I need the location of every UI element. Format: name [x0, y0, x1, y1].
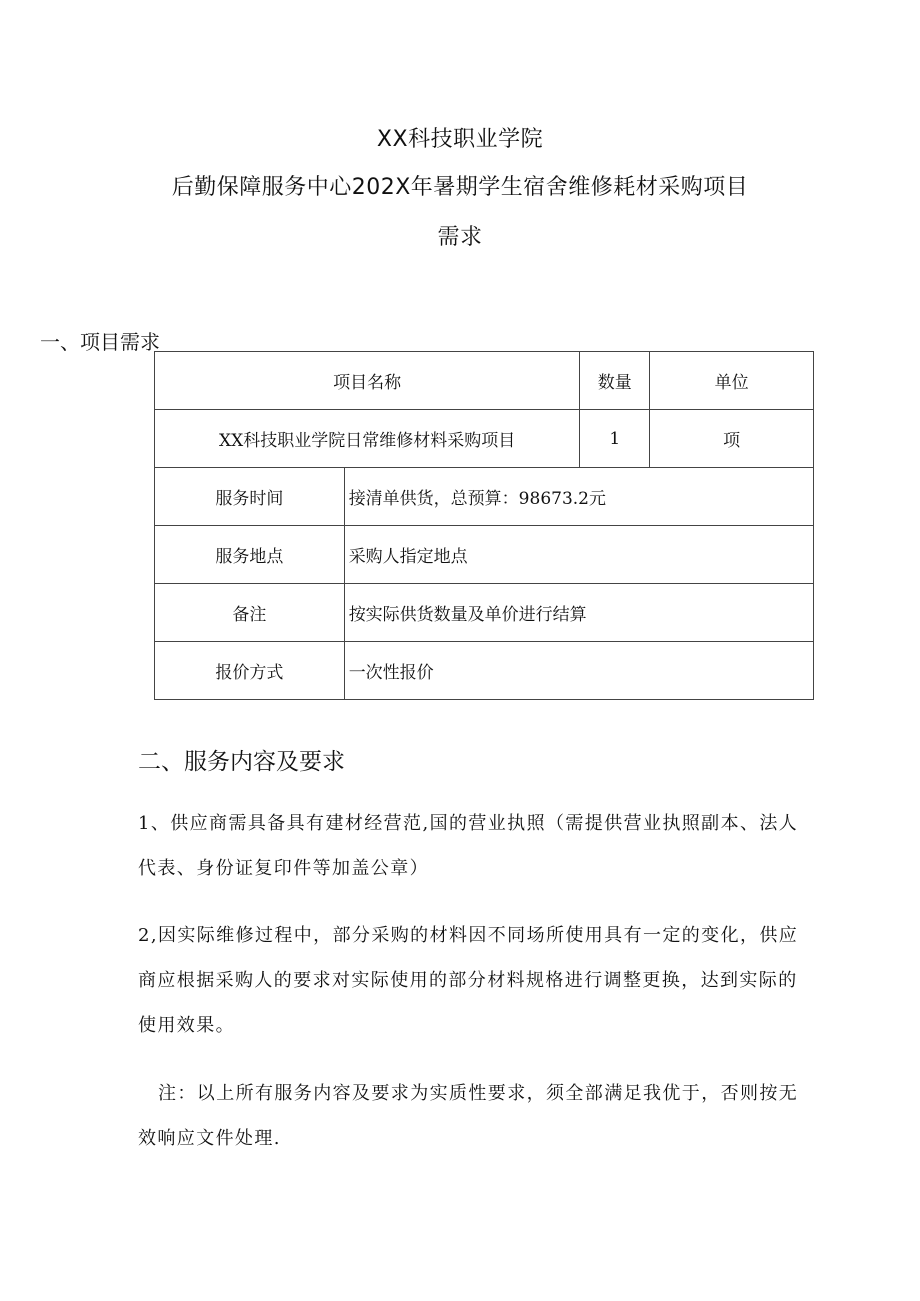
table-row [155, 468, 814, 526]
table-row [155, 642, 814, 700]
detail-label: 服务地点 [155, 526, 345, 584]
table-row [155, 526, 814, 584]
section-1-heading: 一、项目需求 [40, 330, 160, 354]
school-title: XX科技职业学院 [376, 127, 544, 152]
detail-value: 按实际供货数量及单价进行结算 [344, 584, 813, 642]
table-header-row [155, 352, 814, 410]
section-2-heading: 二、服务内容及要求 [138, 749, 345, 775]
requirement-paragraph-2: 2,因实际维修过程中，部分采购的材料因不同场所使用具有一定的变化，供应商应根据采购人的要求对实际使用的部分材料规格进行调整更换，达到实际的使用效果。 [138, 925, 799, 1036]
table-row [155, 584, 814, 642]
detail-value: 一次性报价 [344, 642, 813, 700]
detail-label: 备注 [155, 584, 345, 642]
detail-value: 采购人指定地点 [344, 526, 813, 584]
project-title: 后勤保障服务中心202X年暑期学生宿舍维修耗材采购项目 [171, 175, 749, 200]
requirement-paragraph-1: 1、供应商需具备具有建材经营范,国的营业执照（需提供营业执照副本、法人代表、身份证复印件等加盖公章） [138, 813, 799, 879]
detail-label: 报价方式 [155, 642, 345, 700]
header-quantity: 数量 [580, 352, 650, 410]
header-project-name: 项目名称 [155, 352, 580, 410]
detail-label: 服务时间 [155, 468, 345, 526]
item-unit: 项 [650, 410, 814, 468]
item-project-name: XX科技职业学院日常维修材料采购项目 [155, 410, 580, 468]
note-paragraph: 注：以上所有服务内容及要求为实质性要求，须全部满足我优于，否则按无效响应文件处理. [138, 1083, 799, 1149]
requirements-table [154, 351, 814, 700]
project-title-suffix: 需求 [437, 225, 483, 250]
table-item-row [155, 410, 814, 468]
detail-value: 接清单供货，总预算：98673.2元 [344, 468, 813, 526]
header-unit: 单位 [650, 352, 814, 410]
item-quantity: 1 [580, 410, 650, 468]
